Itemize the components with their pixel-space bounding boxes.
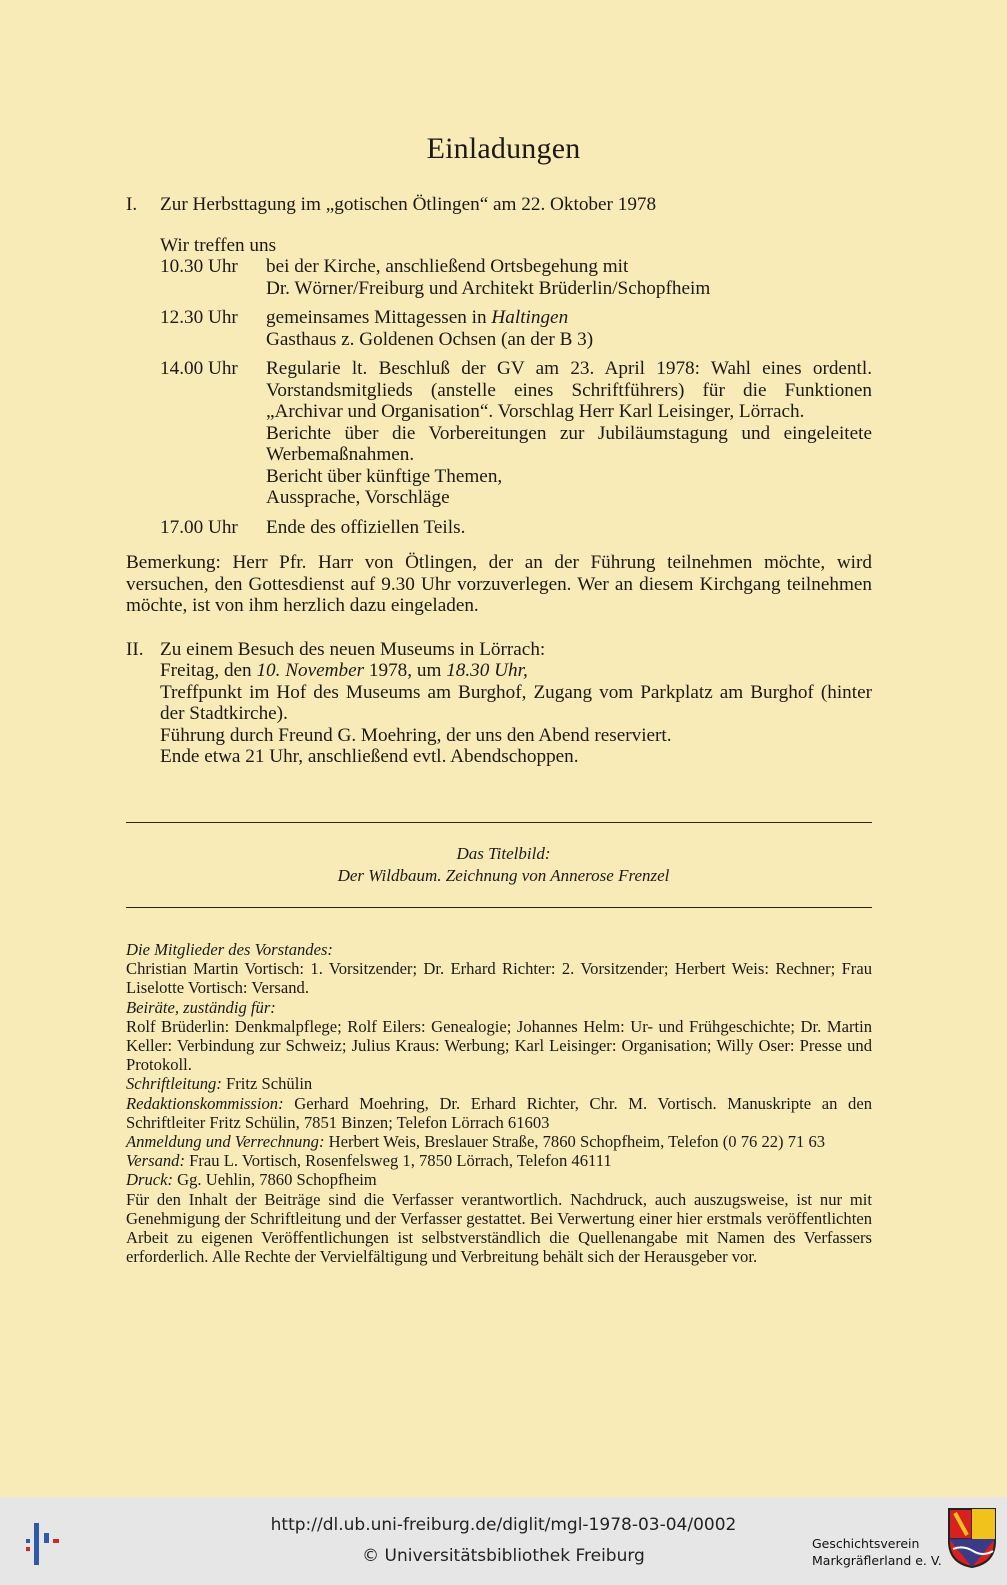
- divider: [126, 822, 872, 823]
- copyright-text: © Universitätsbibliothek Freiburg: [362, 1546, 645, 1566]
- schedule-row: 17.00 Uhr Ende des offiziellen Teils.: [160, 516, 466, 538]
- cover-caption: Das Titelbild: Der Wildbaum. Zeichnung von Annerose Frenzel: [337, 844, 670, 885]
- schedule-intro: Wir treffen uns: [160, 234, 277, 256]
- page-title: Einladungen: [426, 132, 581, 165]
- schedule-row: 10.30 Uhr bei der Kirche, anschließend Ortsbegehung mit Dr. Wörner/Freiburg und Architekt Brüderlin/Schopfheim: [160, 256, 711, 299]
- section-2: II. Zu einem Besuch des neuen Museums in Lörrach: Freitag, den 10. November 1978, um 18.30 Uhr, Treffpunkt im Hof des Museums am Burghof, Zugang vom Parkplatz am Burghof (hinter der Stadtkirche). Führung durch Freund G. Moehring, der uns den Abend reserviert. Ende etwa 21 Uhr, anschließend evtl. Abendschoppen.: [126, 638, 872, 767]
- document-url[interactable]: http://dl.ub.uni-freiburg.de/diglit/mgl-1978-03-04/0002: [270, 1515, 737, 1535]
- footer-bar: [0, 1497, 1007, 1585]
- rights-notice: Für den Inhalt der Beiträge sind die Verfasser verantwortlich. Nachdruck, auch auszugsweise, ist nur mit Genehmigung der Schriftleitung und der Verfasser gestattet. Bei Verwertung einer hier erstmals veröffentlichten Arbeit zu eigenen Veröffentlichungen ist selbstverständlich die Quellenangabe mit Namen des Verfassers erforderlich. Alle Rechte der Vervielfältigung und Verbreitung behält sich der Herausgeber vor.: [126, 1189, 872, 1267]
- section-2-date: Freitag, den 10. November 1978, um 18.30 Uhr,: [160, 660, 528, 681]
- section-2-heading: II. Zu einem Besuch des neuen Museums in Lörrach:: [126, 638, 546, 660]
- society-name: Geschichtsverein Markgräflerland e. V.: [812, 1536, 942, 1568]
- lunch-line: gemeinsames Mittagessen in Haltingen: [266, 307, 569, 328]
- schedule: [160, 235, 872, 539]
- place-name: Haltingen: [491, 307, 569, 328]
- section-1-heading: I. Zur Herbsttagung im „gotischen Ötlingen“ am 22. Oktober 1978: [126, 194, 657, 215]
- coat-of-arms-icon: [947, 1507, 997, 1569]
- schedule-row: 14.00 Uhr Regularie lt. Beschluß der GV am 23. April 1978: Wahl eines ordentl. Vorstandsmitglieds (anstelle eines Schriftführers) für die Funktionen „Archivar und Organisation“. Vorschlag Herr Karl Leisinger, Lörrach. Berichte über die Vorbereitungen zur Jubiläumstagung und eingeleitete Werbemaßnahmen. Bericht über künftige Themen, Aussprache, Vorschläge: [160, 358, 872, 508]
- divider: [126, 907, 872, 908]
- schedule-row: 12.30 Uhr gemeinsames Mittagessen in Haltingen Gasthaus z. Goldenen Ochsen (an der B 3): [160, 307, 872, 350]
- imprint: Die Mitglieder des Vorstandes: Christian Martin Vortisch: 1. Vorsitzender; Dr. Erhard Richter: 2. Vorsitzender; Herbert Weis: Rechner; Frau Liselotte Vortisch: Versand. Beiräte, zuständig für: Rolf Brüderlin: Denkmalpflege; Rolf Eilers: Genealogie; Johannes Helm: Ur- und Frühgeschichte; Dr. Martin Keller: Verbindung zur Schweiz; Julius Kraus: Werbung; Karl Leisinger: Organisation; Willy Oser: Presse und Protokoll. Schriftleitung: Fritz Schülin Redaktionskommission: Gerhard Moehring, Dr. Erhard Richter, Chr. M. Vortisch. Manuskripte an den Schriftleiter Fritz Schülin, 7851 Binzen; Telefon Lörrach 61603 Anmeldung und Verrechnung: Herbert Weis, Breslauer Straße, 7860 Schopfheim, Telefon (0 76 22) 71 63 Versand: Frau L. Vortisch, Rosenfelsweg 1, 7850 Lörrach, Telefon 46111 Druck: Gg. Uehlin, 7860 Schopfheim Für den Inhalt der Beiträge sind die Verfasser verantwortlich. Nachdruck, auch auszugsweise, ist nur mit Genehmigung der Schriftleitung und der Verfasser gestattet. Bei Verwertung einer hier erstmals veröffentlichten Arbeit zu eigenen Veröffentlichungen ist selbstverständlich die Quellenangabe mit Namen des Verfassers erforderlich. Alle Rechte der Vervielfältigung und Verbreitung behält sich der Herausgeber vor.: [126, 940, 872, 1267]
- main-text: [126, 194, 872, 768]
- remark-paragraph: Bemerkung: Herr Pfr. Harr von Ötlingen, der an der Führung teilnehmen möchte, wird versuchen, den Gottesdienst auf 9.30 Uhr vorzuverlegen. Wer an diesem Kirchgang teilnehmen möchte, ist von ihm herzlich dazu eingeladen.: [126, 552, 872, 616]
